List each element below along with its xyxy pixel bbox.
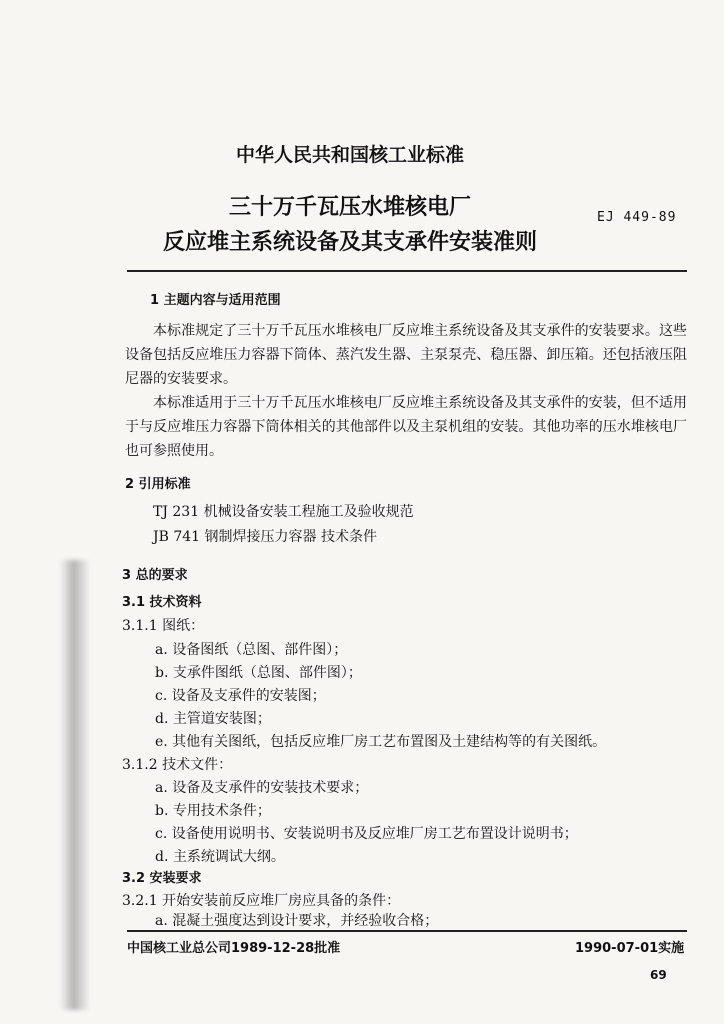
section3-2-heading: 3.2 安装要求 — [122, 871, 202, 886]
list-item: b. 专用技术条件； — [155, 803, 271, 819]
list-item: c. 设备使用说明书、安装说明书及反应堆厂房工艺布置设计说明书； — [155, 826, 578, 842]
section3-1-1-heading: 3.1.1 图纸： — [122, 618, 205, 634]
document-title-line1: 三十万千瓦压水堆核电厂 — [228, 195, 471, 220]
section1-paragraph2: 本标准适用于三十万千瓦压水堆核电厂反应堆主系统设备及其支承件的安装，但不适用于与反应堆压力容器下筒体相关的其他部件以及主泵机组的安装。其他功率的压水堆核电厂也可参照使用。 — [125, 395, 687, 459]
list-item: a. 混凝土强度达到设计要求，并经验收合格； — [155, 913, 439, 929]
list-item: a. 设备及支承件的安装技术要求； — [155, 780, 369, 796]
list-item: e. 其他有关图纸，包括反应堆厂房工艺布置图及土建结构等的有关图纸。 — [155, 734, 607, 750]
footer-divider — [127, 930, 687, 932]
list-item: d. 主管道安装图； — [155, 711, 271, 727]
section3-1-heading: 3.1 技术资料 — [122, 595, 202, 610]
section1-heading: 1 主题内容与适用范围 — [150, 293, 281, 308]
section3-heading: 3 总的要求 — [122, 568, 188, 583]
section3-1-2-heading: 3.1.2 技术文件： — [122, 757, 233, 773]
effective-date: 1990-07-01实施 — [575, 941, 685, 956]
list-item: a. 设备图纸（总图、部件图）； — [155, 642, 348, 658]
section1-paragraph1: 本标准规定了三十万千瓦压水堆核电厂反应堆主系统设备及其支承件的安装要求。这些设备包括反应堆压力容器下筒体、蒸汽发生器、主泵泵壳、稳压器、卸压箱。还包括液压阻尼器的安装要求。 — [125, 323, 687, 387]
list-item: c. 设备及支承件的安装图； — [155, 688, 326, 704]
section2-heading: 2 引用标准 — [125, 477, 191, 492]
page-number: 69 — [650, 968, 667, 982]
standard-code: EJ 449-89 — [597, 210, 677, 225]
reference-item: TJ 231 机械设备安装工程施工及验收规范 — [153, 504, 414, 520]
reference-item: JB 741 钢制焊接压力容器 技术条件 — [153, 529, 377, 545]
list-item: b. 支承件图纸（总图、部件图）； — [155, 665, 362, 681]
standard-body-title: 中华人民共和国核工业标准 — [235, 144, 464, 166]
header-divider — [127, 270, 687, 272]
list-item: d. 主系统调试大纲。 — [155, 849, 285, 865]
section3-2-1-heading: 3.2.1 开始安装前反应堆厂房应具备的条件： — [122, 893, 401, 909]
approval-date: 中国核工业总公司1989-12-28批准 — [127, 941, 341, 956]
scan-shadow — [60, 560, 90, 1010]
document-title-line2: 反应堆主系统设备及其支承件安装准则 — [162, 230, 537, 255]
